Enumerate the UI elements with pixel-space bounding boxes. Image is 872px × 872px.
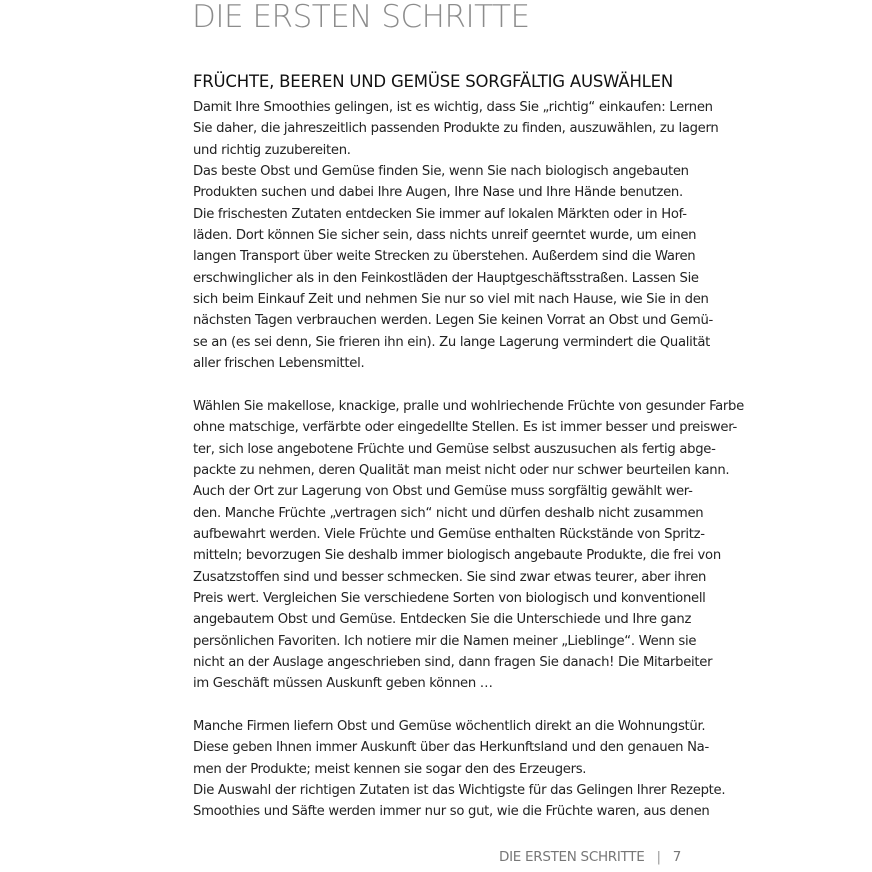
footer-separator: |: [656, 849, 661, 865]
text-line: sich beim Einkauf Zeit und nehmen Sie nur so viel mit nach Hause, wie Sie in den: [193, 292, 709, 308]
text-line: Manche Firmen liefern Obst und Gemüse wöchentlich direkt an die Wohnungstür.: [193, 718, 706, 734]
text-line: se an (es sei denn, Sie frieren ihn ein). Zu lange Lagerung vermindert die Qualität: [193, 334, 710, 350]
text-line: ohne matschige, verfärbte oder eingedellte Stellen. Es ist immer besser und preiswer-: [193, 420, 737, 436]
paragraph: [193, 161, 713, 374]
text-line: und richtig zuzubereiten.: [193, 142, 351, 158]
text-line: persönlichen Favoriten. Ich notiere mir die Namen meiner „Lieblinge“. Wenn sie: [193, 633, 697, 649]
text-line: nächsten Tagen verbrauchen werden. Legen Sie keinen Vorrat an Obst und Gemü-: [193, 313, 713, 329]
page-footer: [499, 848, 681, 866]
text-line: Auch der Ort zur Lagerung von Obst und Gemüse muss sorgfältig gewählt wer-: [193, 484, 693, 500]
text-line: erschwinglicher als in den Feinkostläden der Hauptgeschäftsstraßen. Lassen Sie: [193, 270, 699, 286]
paragraph-gap: [193, 695, 682, 716]
running-title: DIE ERSTEN SCHRITTE: [499, 849, 645, 865]
paragraph: [193, 97, 719, 161]
paragraph: [193, 716, 709, 780]
text-line: Diese geben Ihnen immer Auskunft über das Herkunftsland und den genauen Na-: [193, 740, 709, 756]
text-line: aller frischen Lebensmittel.: [193, 356, 365, 372]
text-line: Smoothies und Säfte werden immer nur so gut, wie die Früchte waren, aus denen: [193, 804, 710, 820]
text-line: mitteln; bevorzugen Sie deshalb immer biologisch angebaute Produkte, die frei von: [193, 548, 721, 564]
text-line: men der Produkte; meist kennen sie sogar den des Erzeugers.: [193, 761, 587, 777]
text-line: Damit Ihre Smoothies gelingen, ist es wichtig, dass Sie „richtig“ einkaufen: Lernen: [193, 100, 713, 115]
text-line: Die Auswahl der richtigen Zutaten ist das Wichtigste für das Gelingen Ihrer Rezepte.: [193, 783, 726, 798]
page-title: DIE ERSTEN SCHRITTE: [192, 0, 530, 35]
text-line: den. Manche Früchte „vertragen sich“ nicht und dürfen deshalb nicht zusammen: [193, 505, 704, 521]
text-line: Sie daher, die jahreszeitlich passenden Produkte zu finden, auszuwählen, zu lagern: [193, 121, 719, 137]
paragraph: [193, 396, 744, 695]
section-heading: FRÜCHTE, BEEREN UND GEMÜSE SORGFÄLTIG AUSWÄHLEN: [193, 72, 674, 91]
page-number: 7: [672, 849, 681, 865]
paragraph: [193, 780, 726, 823]
text-line: Die frischesten Zutaten entdecken Sie immer auf lokalen Märkten oder in Hof-: [193, 206, 687, 222]
text-line: Preis wert. Vergleichen Sie verschiedene Sorten von biologisch und konventionell: [193, 590, 706, 606]
text-line: Zusatzstoffen sind und besser schmecken. Sie sind zwar etwas teurer, aber ihren: [193, 569, 707, 585]
text-line: läden. Dort können Sie sicher sein, dass nichts unreif geerntet wurde, um einen: [193, 228, 697, 244]
main-content: [193, 70, 744, 823]
text-line: ter, sich lose angebotene Früchte und Gemüse selbst auszusuchen als fertig abge-: [193, 441, 716, 457]
text-line: langen Transport über weite Strecken zu überstehen. Außerdem sind die Waren: [193, 249, 696, 265]
text-line: Das beste Obst und Gemüse finden Sie, wenn Sie nach biologisch angebauten: [193, 164, 689, 180]
text-line: angebautem Obst und Gemüse. Entdecken Sie die Unterschiede und Ihre ganz: [193, 612, 692, 628]
text-line: im Geschäft müssen Auskunft geben können …: [193, 676, 493, 692]
text-line: Produkten suchen und dabei Ihre Augen, Ihre Nase und Ihre Hände benutzen.: [193, 185, 683, 201]
text-line: packte zu nehmen, deren Qualität man meist nicht oder nur schwer beurteilen kann.: [193, 462, 730, 478]
paragraph-gap: [193, 374, 682, 395]
text-line: nicht an der Auslage angeschrieben sind, dann fragen Sie danach! Die Mitarbeiter: [193, 654, 713, 670]
text-line: Wählen Sie makellose, knackige, pralle und wohlriechende Früchte von gesunder Farbe: [193, 398, 744, 414]
text-line: aufbewahrt werden. Viele Früchte und Gemüse enthalten Rückstände von Spritz-: [193, 526, 705, 542]
